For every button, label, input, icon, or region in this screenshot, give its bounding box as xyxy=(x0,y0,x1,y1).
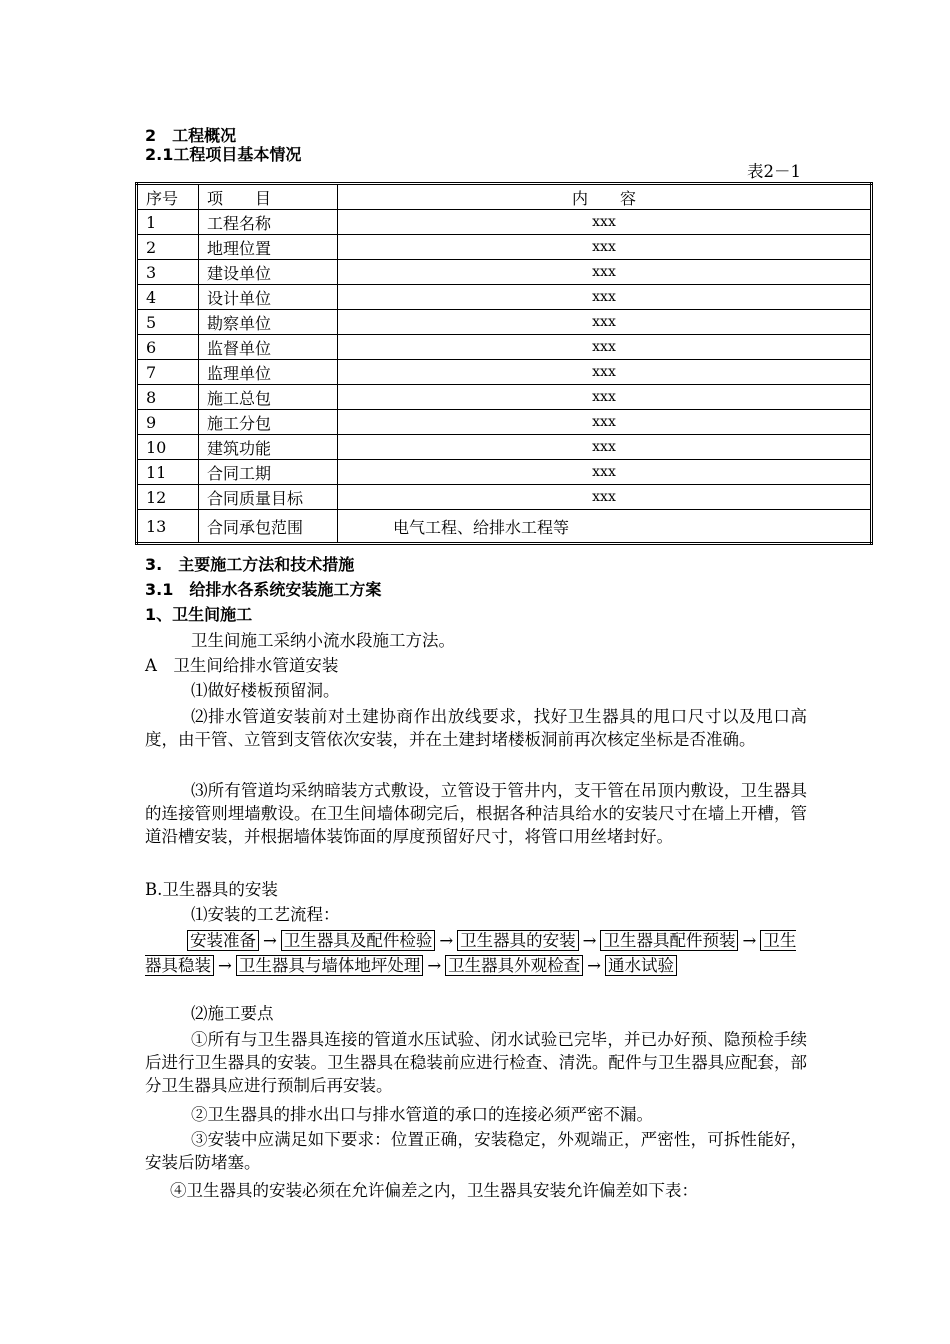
cell: 监督单位 xyxy=(199,335,338,360)
flow-step: 卫生器具外观检查 xyxy=(445,955,583,976)
cell: 4 xyxy=(137,285,199,310)
cell: xxx xyxy=(338,385,872,410)
cell: 11 xyxy=(137,460,199,485)
cell: 6 xyxy=(137,335,199,360)
header-cell: 序号 xyxy=(137,184,199,210)
table-row xyxy=(137,385,872,410)
table-row xyxy=(137,510,872,544)
cell: 13 xyxy=(137,510,199,544)
cell: 2 xyxy=(137,235,199,260)
cell: 电气工程、给排水工程等 xyxy=(338,510,872,544)
cell: 合同承包范围 xyxy=(199,510,338,544)
table-row xyxy=(137,460,872,485)
header-cell: 内 容 xyxy=(338,184,872,210)
flow-arrow: → xyxy=(263,931,277,950)
flow-step: 卫生器具与墙体地坪处理 xyxy=(236,955,424,976)
table-label: 表2－1 xyxy=(747,162,801,181)
cell: 9 xyxy=(137,410,199,435)
subsection-1-title: 1、卫生间施工 xyxy=(145,605,253,624)
table-row xyxy=(137,260,872,285)
intro-paragraph: 卫生间施工采纳小流水段施工方法。 xyxy=(191,631,455,650)
table-row xyxy=(137,485,872,510)
table-row xyxy=(137,435,872,460)
section-2-1-title: 2.1工程项目基本情况 xyxy=(145,145,302,164)
cell: 合同工期 xyxy=(199,460,338,485)
table-row xyxy=(137,335,872,360)
part-a-title: A 卫生间给排水管道安装 xyxy=(145,656,339,675)
flow-arrow: → xyxy=(582,931,597,950)
cell: 监理单位 xyxy=(199,360,338,385)
cell: xxx xyxy=(338,485,872,510)
cell: 8 xyxy=(137,385,199,410)
table-row xyxy=(137,285,872,310)
cell: xxx xyxy=(338,360,872,385)
item-a3: ⑶所有管道均采纳暗装方式敷设，立管设于管井内，支干管在吊顶内敷设，卫生器具的连接管则埋墙敷设。在卫生间墙体砌完后，根据各种洁具给水的安装尺寸在墙上开槽，管道沿槽安装，并根据墙体装饰面的厚度预留好尺寸，将管口用丝堵封好。 xyxy=(145,781,807,846)
point-1: ①所有与卫生器具连接的管道水压试验、闭水试验已完毕，并已办好预、隐预检手续后进行卫生器具的安装。卫生器具在稳装前应进行检查、清洗。配件与卫生器具应配套，部分卫生器具应进行预制后再安装。 xyxy=(145,1030,807,1095)
table-header-row xyxy=(137,184,872,210)
cell: xxx xyxy=(338,435,872,460)
table-row xyxy=(137,360,872,385)
cell: 1 xyxy=(137,210,199,235)
cell: 设计单位 xyxy=(199,285,338,310)
cell: xxx xyxy=(338,410,872,435)
cell: 工程名称 xyxy=(199,210,338,235)
cell: 合同质量目标 xyxy=(199,485,338,510)
item-a1: ⑴做好楼板预留洞。 xyxy=(191,681,340,700)
flow-step: 卫生器具稳装 xyxy=(145,931,797,975)
part-b-title: B.卫生器具的安装 xyxy=(145,880,278,899)
cell: xxx xyxy=(338,260,872,285)
section-3-title: 3. 主要施工方法和技术措施 xyxy=(145,555,355,574)
process-flow xyxy=(145,928,810,978)
cell: 7 xyxy=(137,360,199,385)
cell: 3 xyxy=(137,260,199,285)
cell: 建筑功能 xyxy=(199,435,338,460)
point-2: ②卫生器具的排水出口与排水管道的承口的连接必须严密不漏。 xyxy=(191,1105,653,1124)
cell: 施工分包 xyxy=(199,410,338,435)
table-row xyxy=(137,210,872,235)
cell: xxx xyxy=(338,235,872,260)
point-3: ③安装中应满足如下要求：位置正确，安装稳定，外观端正，严密性，可拆性能好，安装后防堵塞。 xyxy=(145,1130,807,1172)
flow-step: 卫生器具配件预装 xyxy=(600,930,738,951)
cell: 地理位置 xyxy=(199,235,338,260)
table-row xyxy=(137,235,872,260)
table-row xyxy=(137,310,872,335)
flow-arrow: → xyxy=(218,956,232,975)
flow-arrow: → xyxy=(587,956,601,975)
point-4: ④卫生器具的安装必须在允许偏差之内，卫生器具安装允许偏差如下表： xyxy=(170,1181,698,1200)
flow-step: 卫生器具的安装 xyxy=(457,930,579,951)
cell: 施工总包 xyxy=(199,385,338,410)
table-row xyxy=(137,410,872,435)
flow-arrow: → xyxy=(427,956,442,975)
section-2-title: 2 工程概况 xyxy=(145,126,237,145)
cell: 建设单位 xyxy=(199,260,338,285)
flow-arrow: → xyxy=(439,931,454,950)
flow-step: 通水试验 xyxy=(605,955,677,976)
cell: xxx xyxy=(338,310,872,335)
cell: 10 xyxy=(137,435,199,460)
cell: xxx xyxy=(338,285,872,310)
flow-arrow: → xyxy=(742,931,757,950)
cell: 5 xyxy=(137,310,199,335)
flow-step: 安装准备 xyxy=(187,930,259,951)
project-overview-table xyxy=(135,182,873,545)
item-b1: ⑴安装的工艺流程： xyxy=(191,905,340,924)
item-b2: ⑵施工要点 xyxy=(191,1004,274,1023)
item-a2: ⑵排水管道安装前对土建协商作出放线要求，找好卫生器具的甩口尺寸以及甩口高度，由干管、立管到支管依次安装，并在土建封堵楼板洞前再次核定坐标是否准确。 xyxy=(145,707,807,749)
cell: 勘察单位 xyxy=(199,310,338,335)
flow-step: 卫生器具及配件检验 xyxy=(281,930,436,951)
section-3-1-title: 3.1 给排水各系统安装施工方案 xyxy=(145,580,382,599)
cell: xxx xyxy=(338,460,872,485)
header-cell: 项 目 xyxy=(199,184,338,210)
cell: 12 xyxy=(137,485,199,510)
cell: xxx xyxy=(338,210,872,235)
cell: xxx xyxy=(338,335,872,360)
